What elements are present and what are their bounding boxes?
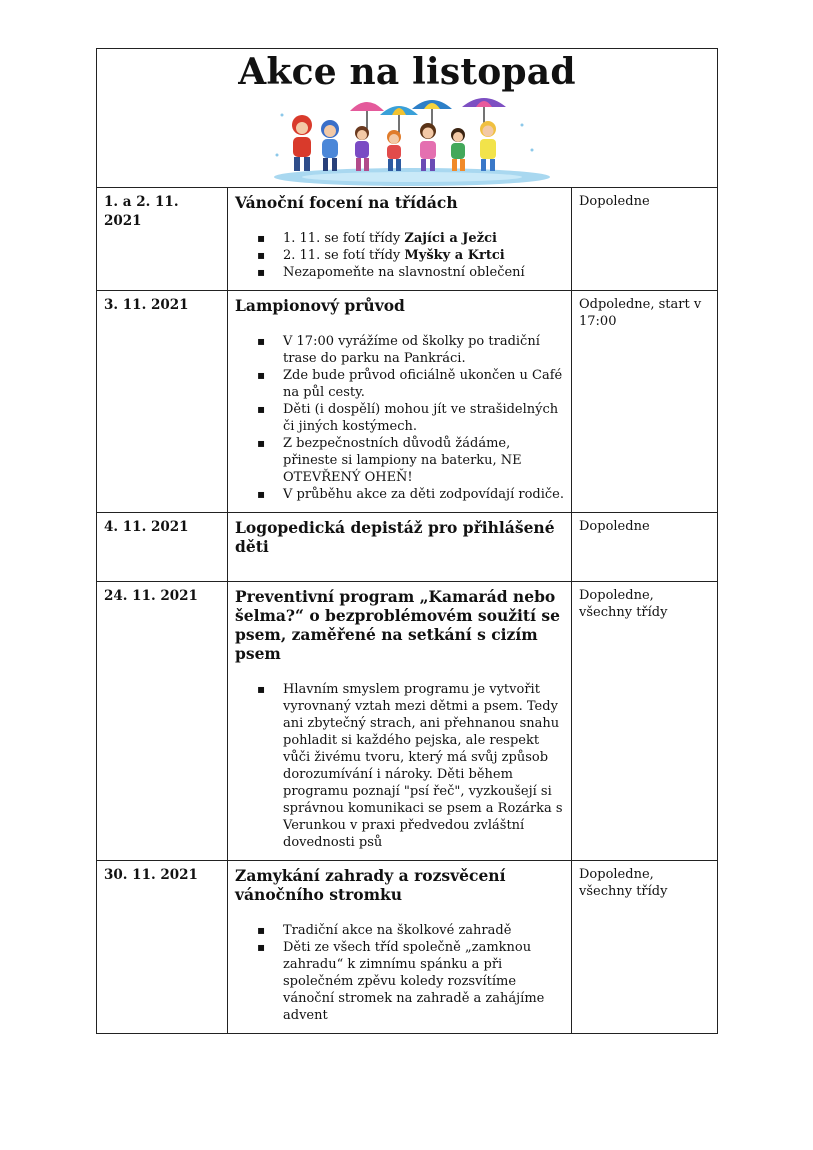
event-point: ▪ Tradiční akce na školkové zahradě (283, 922, 564, 939)
event-title: Logopedická depistáž pro přihlášené děti (235, 518, 555, 556)
page-title: Akce na listopad (238, 51, 576, 93)
event-point: ▪ Hlavním smyslem programu je vytvořit vyrovnaný vztah mezi dětmi a psem. Tedy ani zbytečný strach, ani přehnanou snahu pohladit si každého pejska, ale respekt vůči živému tvoru, který má svůj způsob dorozumívání i nároky. Děti během programu poznají "psí řeč", vyzkoušejí si správnou komunikaci se psem a Rozárka s Verunkou v praxi předvedou zvláštní dovednosti psů (283, 681, 564, 851)
event-date: 4. 11. 2021 (104, 519, 189, 535)
event-points (235, 922, 564, 1024)
event-date-cell (97, 188, 228, 291)
event-time-cell (572, 188, 718, 291)
event-time: Dopoledne (579, 194, 650, 209)
events-table (96, 48, 718, 1034)
event-date-cell (97, 861, 228, 1034)
event-point: ▪ V průběhu akce za děti zodpovídají rodiče. (283, 486, 564, 503)
event-point: ▪ V 17:00 vyrážíme od školky po tradiční trase do parku na Pankráci. (283, 333, 564, 367)
event-time: Dopoledne, všechny třídy (579, 588, 668, 620)
event-date-cell (97, 291, 228, 513)
event-point: ▪ 1. 11. se fotí třídy Zajíci a Ježci (283, 230, 564, 247)
event-row (97, 513, 718, 582)
event-title: Vánoční focení na třídách (235, 193, 458, 212)
event-date: 1. a 2. 11. 2021 (104, 194, 179, 229)
event-title: Lampionový průvod (235, 296, 405, 315)
header-cell (97, 49, 718, 188)
event-point: ▪ Zde bude průvod oficiálně ukončen u Café na půl cesty. (283, 367, 564, 401)
event-date: 3. 11. 2021 (104, 297, 189, 313)
event-time: Odpoledne, start v 17:00 (579, 297, 702, 329)
event-point: ▪ Z bezpečnostních důvodů žádáme, přineste si lampiony na baterku, NE OTEVŘENÝ OHEŇ! (283, 435, 564, 486)
header-row (97, 49, 718, 188)
event-row (97, 861, 718, 1034)
event-points (235, 681, 564, 851)
event-point: ▪ 2. 11. se fotí třídy Myšky a Krtci (283, 247, 564, 264)
event-points (235, 230, 564, 281)
event-time: Dopoledne (579, 519, 650, 534)
event-time-cell (572, 582, 718, 861)
event-date-cell (97, 513, 228, 582)
event-detail-cell (228, 291, 572, 513)
event-detail-cell (228, 513, 572, 582)
event-detail-cell (228, 582, 572, 861)
children-umbrellas-illustration (262, 95, 552, 187)
event-point: ▪ Děti ze všech tříd společně „zamknou zahradu“ k zimnímu spánku a při společném zpěvu koledy rozsvítíme vánoční stromek na zahradě a zahájíme advent (283, 939, 564, 1024)
event-title: Zamykání zahrady a rozsvěcení vánočního stromku (235, 866, 506, 904)
event-date-cell (97, 582, 228, 861)
event-point: ▪ Děti (i dospělí) mohou jít ve strašidelných či jiných kostýmech. (283, 401, 564, 435)
event-date: 30. 11. 2021 (104, 867, 198, 883)
event-detail-cell (228, 188, 572, 291)
event-time-cell (572, 513, 718, 582)
event-time-cell (572, 291, 718, 513)
event-row (97, 291, 718, 513)
event-point: ▪ Nezapomeňte na slavnostní oblečení (283, 264, 564, 281)
event-title: Preventivní program „Kamarád nebo šelma?“ o bezproblémovém soužití se psem, zaměřené na setkání s cizím psem (235, 587, 560, 663)
event-time-cell (572, 861, 718, 1034)
event-time: Dopoledne, všechny třídy (579, 867, 668, 899)
event-row (97, 188, 718, 291)
event-points (235, 333, 564, 503)
event-detail-cell (228, 861, 572, 1034)
event-row (97, 582, 718, 861)
event-date: 24. 11. 2021 (104, 588, 198, 604)
events-sheet (96, 48, 717, 1034)
